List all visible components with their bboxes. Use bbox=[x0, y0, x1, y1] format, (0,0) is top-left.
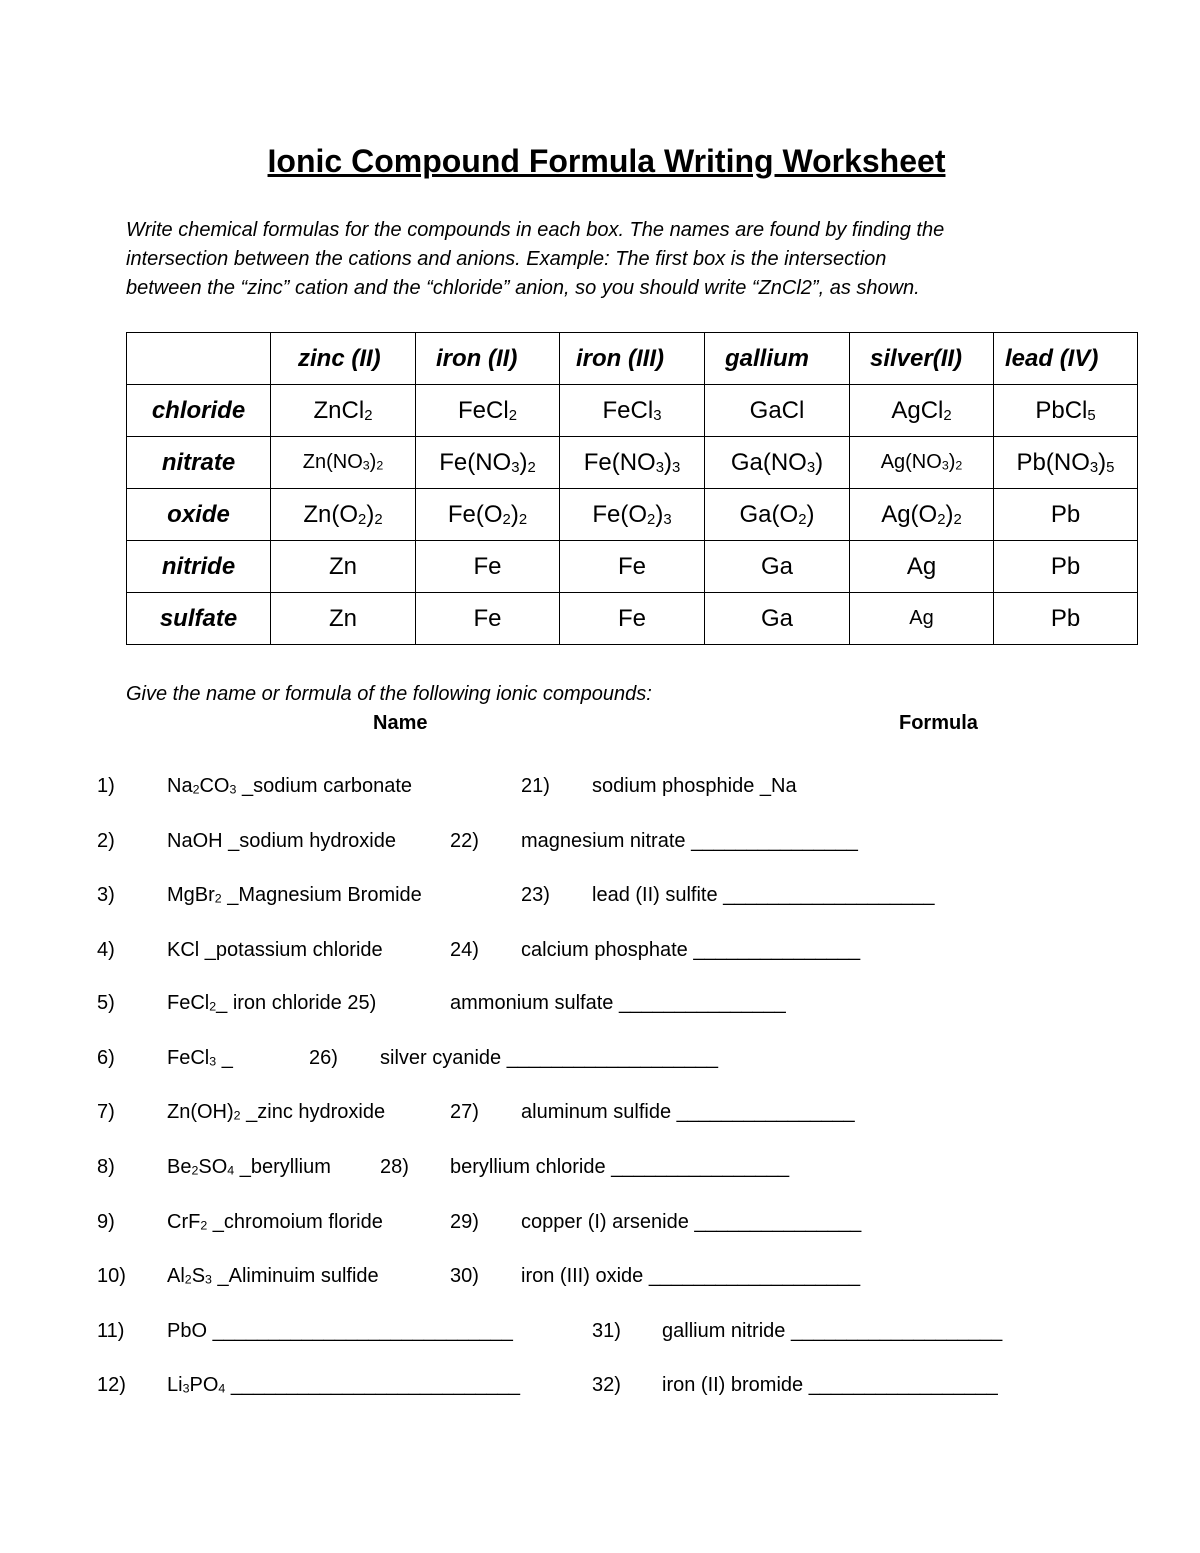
row-header: sulfate bbox=[127, 593, 271, 645]
question-prompt: gallium nitride ___________________ bbox=[662, 1320, 1003, 1342]
row-header: nitride bbox=[127, 541, 271, 593]
row-header: oxide bbox=[127, 489, 271, 541]
question-number: 24) bbox=[450, 939, 479, 961]
table-cell: Zn(NO3)2 bbox=[271, 437, 416, 489]
question-number: 2) bbox=[97, 830, 115, 852]
table-cell: Fe bbox=[416, 593, 560, 645]
table-cell: Ga(NO3) bbox=[705, 437, 850, 489]
table-cell: Pb bbox=[994, 593, 1138, 645]
question-number: 5) bbox=[97, 992, 115, 1014]
corner-cell bbox=[127, 333, 271, 385]
table-cell: Fe(NO3)3 bbox=[560, 437, 705, 489]
question-answer: Li3PO4 __________________________ bbox=[167, 1374, 521, 1396]
question-prompt: iron (II) bromide _________________ bbox=[662, 1374, 998, 1396]
column-header: iron (II) bbox=[416, 333, 560, 385]
question-answer: NaOH _sodium hydroxide bbox=[167, 830, 396, 852]
table-cell: Zn bbox=[271, 541, 416, 593]
question-prompt: calcium phosphate _______________ bbox=[521, 939, 861, 961]
table-cell: Ag bbox=[850, 541, 994, 593]
table-cell: Fe(O2)3 bbox=[560, 489, 705, 541]
instruction-line: Write chemical formulas for the compounds in each box. The names are found by finding the bbox=[126, 219, 945, 241]
table-cell: FeCl3 bbox=[560, 385, 705, 437]
table-cell: GaCl bbox=[705, 385, 850, 437]
question-number: 28) bbox=[380, 1156, 409, 1178]
instruction-line: between the “zinc” cation and the “chloride” anion, so you should write “ZnCl2”, as shown. bbox=[126, 277, 920, 299]
question-answer: Zn(OH)2 _zinc hydroxide bbox=[167, 1101, 386, 1123]
column-header: silver(II) bbox=[850, 333, 994, 385]
question-answer: FeCl2_ iron chloride 25) bbox=[167, 992, 377, 1014]
worksheet-title: Ionic Compound Formula Writing Worksheet bbox=[267, 143, 946, 179]
question-number: 27) bbox=[450, 1101, 479, 1123]
question-number: 7) bbox=[97, 1101, 115, 1123]
question-answer: PbO ___________________________ bbox=[167, 1320, 513, 1342]
question-number: 26) bbox=[309, 1047, 338, 1069]
table-cell: Ga bbox=[705, 593, 850, 645]
question-number: 12) bbox=[97, 1374, 126, 1396]
question-answer: KCl _potassium chloride bbox=[167, 939, 383, 961]
instruction-line: intersection between the cations and anions. Example: The first box is the intersection bbox=[126, 248, 887, 270]
question-number: 6) bbox=[97, 1047, 115, 1069]
table-cell: ZnCl2 bbox=[271, 385, 416, 437]
question-number: 30) bbox=[450, 1265, 479, 1287]
table-row bbox=[127, 489, 1138, 541]
question-number: 8) bbox=[97, 1156, 115, 1178]
row-header: chloride bbox=[127, 385, 271, 437]
table-cell: Pb bbox=[994, 541, 1138, 593]
table-cell: Pb bbox=[994, 489, 1138, 541]
table-cell: PbCl5 bbox=[994, 385, 1138, 437]
question-answer: FeCl3 _ bbox=[167, 1047, 233, 1069]
question-number: 23) bbox=[521, 884, 550, 906]
column-header: gallium bbox=[705, 333, 850, 385]
row-header: nitrate bbox=[127, 437, 271, 489]
question-number: 21) bbox=[521, 775, 550, 797]
table-row bbox=[127, 385, 1138, 437]
question-number: 32) bbox=[592, 1374, 621, 1396]
name-column-header: Name bbox=[373, 712, 428, 734]
table-cell: Ag(NO3)2 bbox=[850, 437, 994, 489]
table-cell: Zn(O2)2 bbox=[271, 489, 416, 541]
table-cell: Fe(O2)2 bbox=[416, 489, 560, 541]
question-prompt: silver cyanide ___________________ bbox=[380, 1047, 719, 1069]
question-answer: Al2S3 _Aliminuim sulfide bbox=[167, 1265, 379, 1287]
table-cell: Pb(NO3)5 bbox=[994, 437, 1138, 489]
question-prompt: sodium phosphide _Na bbox=[592, 775, 797, 797]
question-number: 31) bbox=[592, 1320, 621, 1342]
table-row bbox=[127, 593, 1138, 645]
instructions bbox=[126, 216, 1136, 303]
question-number: 4) bbox=[97, 939, 115, 961]
question-answer: MgBr2 _Magnesium Bromide bbox=[167, 884, 422, 906]
table-cell: Zn bbox=[271, 593, 416, 645]
question-number: 10) bbox=[97, 1265, 126, 1287]
question-answer: CrF2 _chromoium floride bbox=[167, 1211, 383, 1233]
table-cell: Fe bbox=[560, 593, 705, 645]
question-number: 22) bbox=[450, 830, 479, 852]
table-header-row bbox=[127, 333, 1138, 385]
question-answer: Be2SO4 _beryllium bbox=[167, 1156, 331, 1178]
table-cell: Ga bbox=[705, 541, 850, 593]
table-cell: Ga(O2) bbox=[705, 489, 850, 541]
table-row bbox=[127, 541, 1138, 593]
question-number: 11) bbox=[97, 1320, 125, 1342]
question-prompt: magnesium nitrate _______________ bbox=[521, 830, 858, 852]
question-number: 9) bbox=[97, 1211, 115, 1233]
question-number: 3) bbox=[97, 884, 115, 906]
question-prompt: lead (II) sulfite ___________________ bbox=[592, 884, 935, 906]
column-header: lead (IV) bbox=[994, 333, 1138, 385]
question-prompt: aluminum sulfide ________________ bbox=[521, 1101, 855, 1123]
question-number: 29) bbox=[450, 1211, 479, 1233]
question-number: 1) bbox=[97, 775, 115, 797]
table-cell: FeCl2 bbox=[416, 385, 560, 437]
table-row bbox=[127, 437, 1138, 489]
table-cell: Ag(O2)2 bbox=[850, 489, 994, 541]
cation-anion-table bbox=[126, 332, 1138, 645]
table-cell: Fe bbox=[416, 541, 560, 593]
section-prompt: Give the name or formula of the following ionic compounds: bbox=[126, 683, 652, 705]
column-header: iron (III) bbox=[560, 333, 705, 385]
question-prompt: ammonium sulfate _______________ bbox=[450, 992, 786, 1014]
question-answer: Na2CO3 _sodium carbonate bbox=[167, 775, 413, 797]
table-cell: AgCl2 bbox=[850, 385, 994, 437]
table-cell: Ag bbox=[850, 593, 994, 645]
question-prompt: iron (III) oxide ___________________ bbox=[521, 1265, 861, 1287]
question-prompt: copper (I) arsenide _______________ bbox=[521, 1211, 862, 1233]
formula-column-header: Formula bbox=[899, 712, 978, 734]
table-cell: Fe bbox=[560, 541, 705, 593]
table-cell: Fe(NO3)2 bbox=[416, 437, 560, 489]
column-header: zinc (II) bbox=[271, 333, 416, 385]
question-prompt: beryllium chloride ________________ bbox=[450, 1156, 790, 1178]
